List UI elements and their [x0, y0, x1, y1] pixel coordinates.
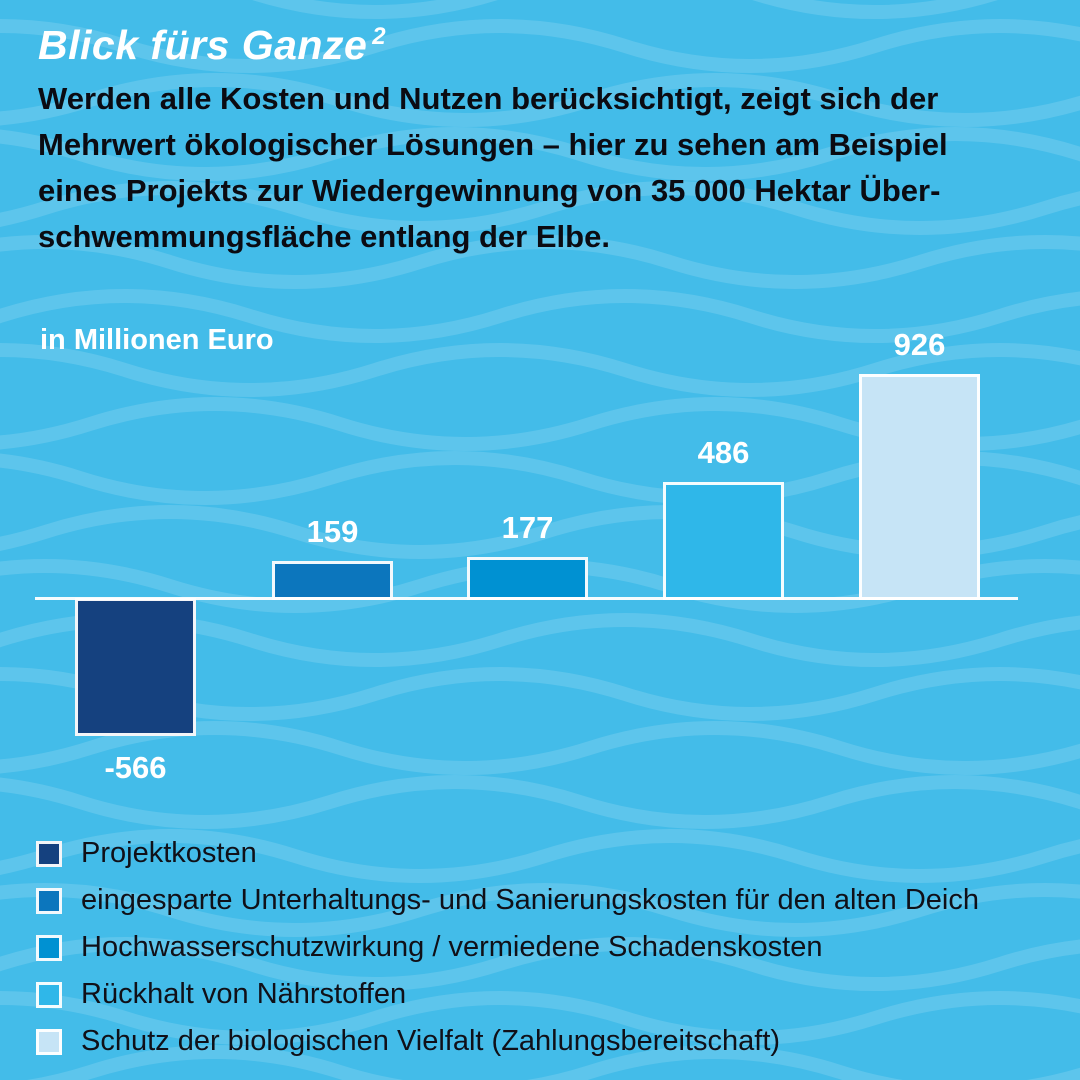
legend-swatch [36, 982, 62, 1008]
bar-value-label: 926 [893, 327, 946, 362]
legend-swatch [36, 935, 62, 961]
intro-line: eines Projekts zur Wiedergewinnung von 35 000 Hektar Über- [38, 173, 941, 208]
legend-item-hochwasserschutz [36, 924, 1056, 971]
bar-value-label: 486 [697, 435, 750, 470]
chart-bar [467, 557, 588, 600]
chart-legend [36, 830, 1056, 1065]
chart-bar [859, 374, 980, 600]
legend-swatch [36, 841, 62, 867]
page-title-text: Blick fürs Ganze [38, 22, 368, 68]
legend-label: Hochwasserschutzwirkung / vermiedene Schadenskosten [81, 931, 823, 963]
legend-item-biologische-vielfalt [36, 1018, 1056, 1065]
bar-value-label: 159 [306, 514, 359, 549]
page-title [38, 22, 386, 69]
legend-label: Projektkosten [81, 837, 257, 869]
chart-bar [75, 598, 196, 736]
legend-label: Schutz der biologischen Vielfalt (Zahlungsbereitschaft) [81, 1025, 781, 1057]
intro-line: Werden alle Kosten und Nutzen berücksichtigt, zeigt sich der [38, 81, 939, 116]
legend-item-naehrstoffe [36, 971, 1056, 1018]
legend-swatch [36, 888, 62, 914]
legend-label: Rückhalt von Nährstoffen [81, 978, 407, 1010]
zero-baseline [35, 597, 1018, 600]
intro-line: schwemmungsfläche entlang der Elbe. [38, 219, 610, 254]
bar-value-label: 177 [501, 510, 554, 545]
legend-swatch [36, 1029, 62, 1055]
chart-bar [272, 561, 393, 600]
legend-item-projektkosten [36, 830, 1056, 877]
axis-unit-label: in Millionen Euro [40, 324, 274, 356]
page-title-superscript: 2 [372, 23, 387, 51]
legend-label: eingesparte Unterhaltungs- und Sanierungskosten für den alten Deich [81, 884, 979, 916]
intro-line: Mehrwert ökologischer Lösungen – hier zu sehen am Beispiel [38, 127, 948, 162]
bar-value-label: -566 [104, 750, 167, 785]
legend-item-unterhaltungskosten [36, 877, 1056, 924]
intro-paragraph [38, 76, 1038, 260]
chart-bar [663, 482, 784, 600]
